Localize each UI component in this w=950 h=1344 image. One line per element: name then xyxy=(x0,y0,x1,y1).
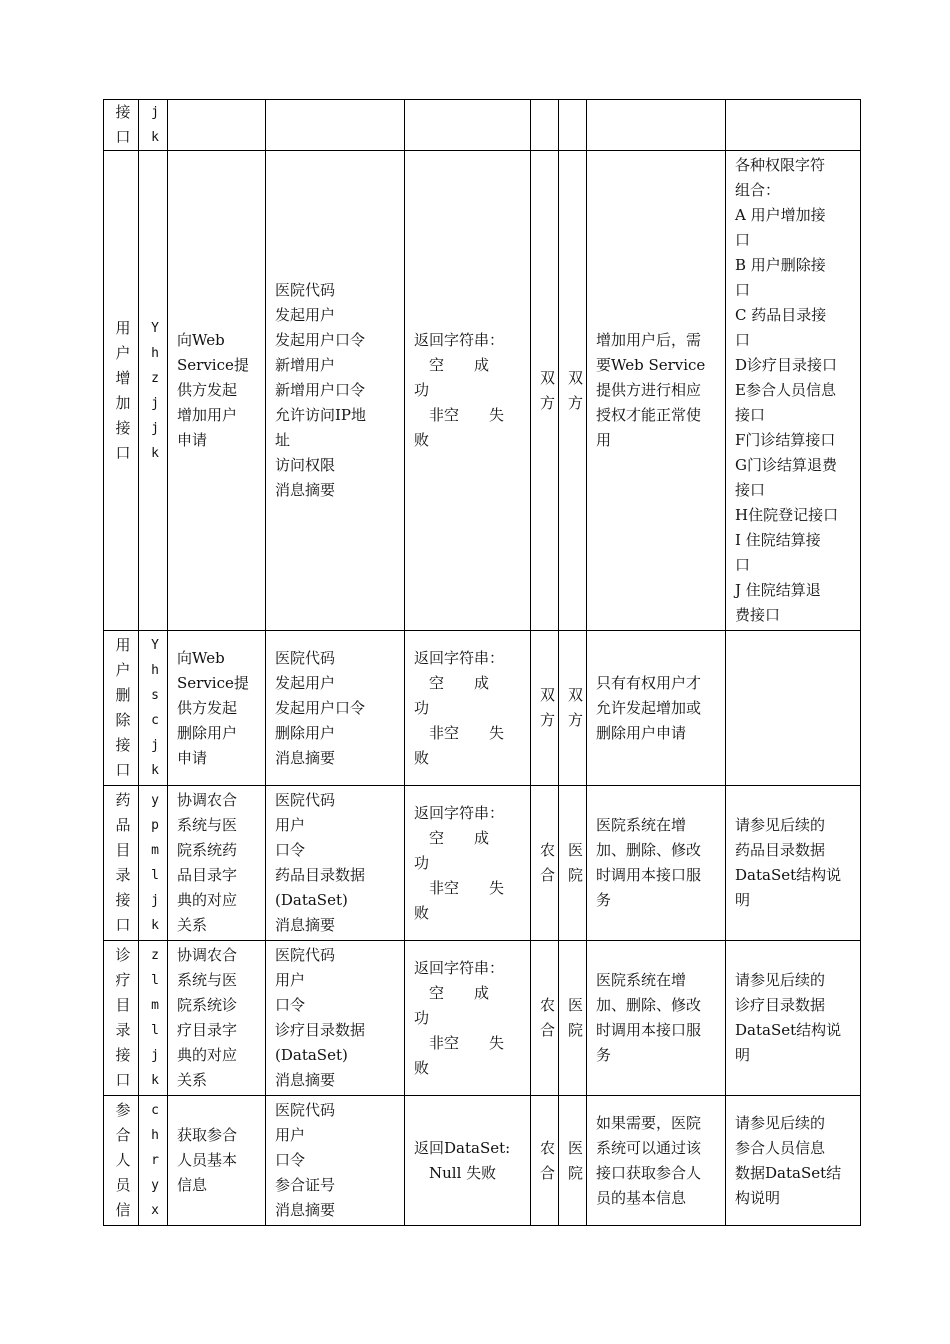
interface-name: 诊 疗 目 录 接 口 xyxy=(115,946,131,1089)
interface-note: 请参见后续的 药品目录数据 DataSet结构说 明 xyxy=(735,816,842,909)
interface-remark: 只有有权用户才 允许发起增加或 删除用户申请 xyxy=(596,673,702,742)
interface-spec-table xyxy=(103,99,861,1226)
table-row xyxy=(104,631,861,786)
interface-direction-from: 双 方 xyxy=(540,368,556,412)
interface-remark: 如果需要，医院 系统可以通过该 接口获取参合人 员的基本信息 xyxy=(596,1113,702,1207)
interface-description: 协调农合 系统与医 院系统诊 疗目录字 典的对应 关系 xyxy=(177,946,238,1089)
interface-remark: 医院系统在增 加、删除、修改 时调用本接口服 务 xyxy=(596,971,702,1064)
interface-direction-from: 农 合 xyxy=(540,996,556,1039)
interface-return: 返回DataSet: Null 失败 xyxy=(414,1138,511,1182)
interface-name: 用 户 删 除 接 口 xyxy=(115,636,131,779)
interface-description: 向Web Service提 供方发起 增加用户 申请 xyxy=(177,331,249,449)
interface-direction-to: 双 方 xyxy=(568,686,584,729)
interface-remark: 医院系统在增 加、删除、修改 时调用本接口服 务 xyxy=(596,816,702,909)
interface-code: c h r y x xyxy=(151,1103,159,1218)
interface-return: 返回字符串： 空 成 功 非空 失 败 xyxy=(414,331,505,449)
interface-return: 返回字符串： 空 成 功 非空 失 败 xyxy=(414,958,505,1077)
interface-description: 协调农合 系统与医 院系统药 品目录字 典的对应 关系 xyxy=(177,791,238,934)
interface-name: 药 品 目 录 接 口 xyxy=(115,791,131,934)
interface-code: j k xyxy=(151,105,159,145)
interface-parameters: 医院代码 用户 口令 参合证号 消息摘要 xyxy=(275,1101,336,1219)
interface-name: 接 口 xyxy=(115,103,131,146)
interface-direction-to: 双 方 xyxy=(568,368,584,412)
table-row xyxy=(104,941,861,1096)
interface-direction-to: 医 院 xyxy=(568,996,584,1039)
interface-code: Y h s c j k xyxy=(151,638,159,778)
interface-note: 请参见后续的 诊疗目录数据 DataSet结构说 明 xyxy=(735,971,842,1064)
interface-direction-from: 农 合 xyxy=(540,1138,556,1182)
table-row xyxy=(104,1096,861,1226)
interface-return: 返回字符串： 空 成 功 非空 失 败 xyxy=(414,648,505,767)
interface-direction-to: 医 院 xyxy=(568,841,584,884)
interface-parameters: 医院代码 发起用户 发起用户口令 删除用户 消息摘要 xyxy=(275,648,366,767)
interface-remark: 增加用户后，需 要Web Service 提供方进行相应 授权才能正常使 用 xyxy=(596,331,706,449)
interface-description: 获取参合 人员基本 信息 xyxy=(177,1126,238,1194)
interface-direction-from: 农 合 xyxy=(540,841,556,884)
interface-code: Y h z j j k xyxy=(151,320,159,461)
table-row xyxy=(104,151,861,631)
interface-direction-from: 双 方 xyxy=(540,686,556,729)
interface-parameters: 医院代码 用户 口令 诊疗目录数据 (DataSet) 消息摘要 xyxy=(275,946,366,1089)
interface-note: 请参见后续的 参合人员信息 数据DataSet结 构说明 xyxy=(735,1113,842,1207)
interface-note: 各种权限字符 组合： A 用户增加接 口 B 用户删除接 口 C 药品目录接 口 D诊疗目录接口 E参合人员信息 接口 F门诊结算接口 G门诊结算退费 接口 H住院登记接口 I 住院结算接 口 J 住院结算退 费接口 xyxy=(735,156,839,624)
interface-parameters: 医院代码 发起用户 发起用户口令 新增用户 新增用户口令 允许访问IP地 址 访问权限 消息摘要 xyxy=(275,281,367,499)
interface-direction-to: 医 院 xyxy=(568,1138,584,1182)
interface-code: z l m l j k xyxy=(151,948,159,1088)
table-row xyxy=(104,100,861,151)
interface-description: 向Web Service提 供方发起 删除用户 申请 xyxy=(177,648,249,767)
interface-parameters: 医院代码 用户 口令 药品目录数据 (DataSet) 消息摘要 xyxy=(275,791,366,934)
interface-code: y p m l j k xyxy=(151,793,159,933)
interface-name: 参 合 人 员 信 xyxy=(115,1101,131,1219)
table-row xyxy=(104,786,861,941)
interface-name: 用 户 增 加 接 口 xyxy=(115,318,131,462)
interface-return: 返回字符串： 空 成 功 非空 失 败 xyxy=(414,803,505,922)
